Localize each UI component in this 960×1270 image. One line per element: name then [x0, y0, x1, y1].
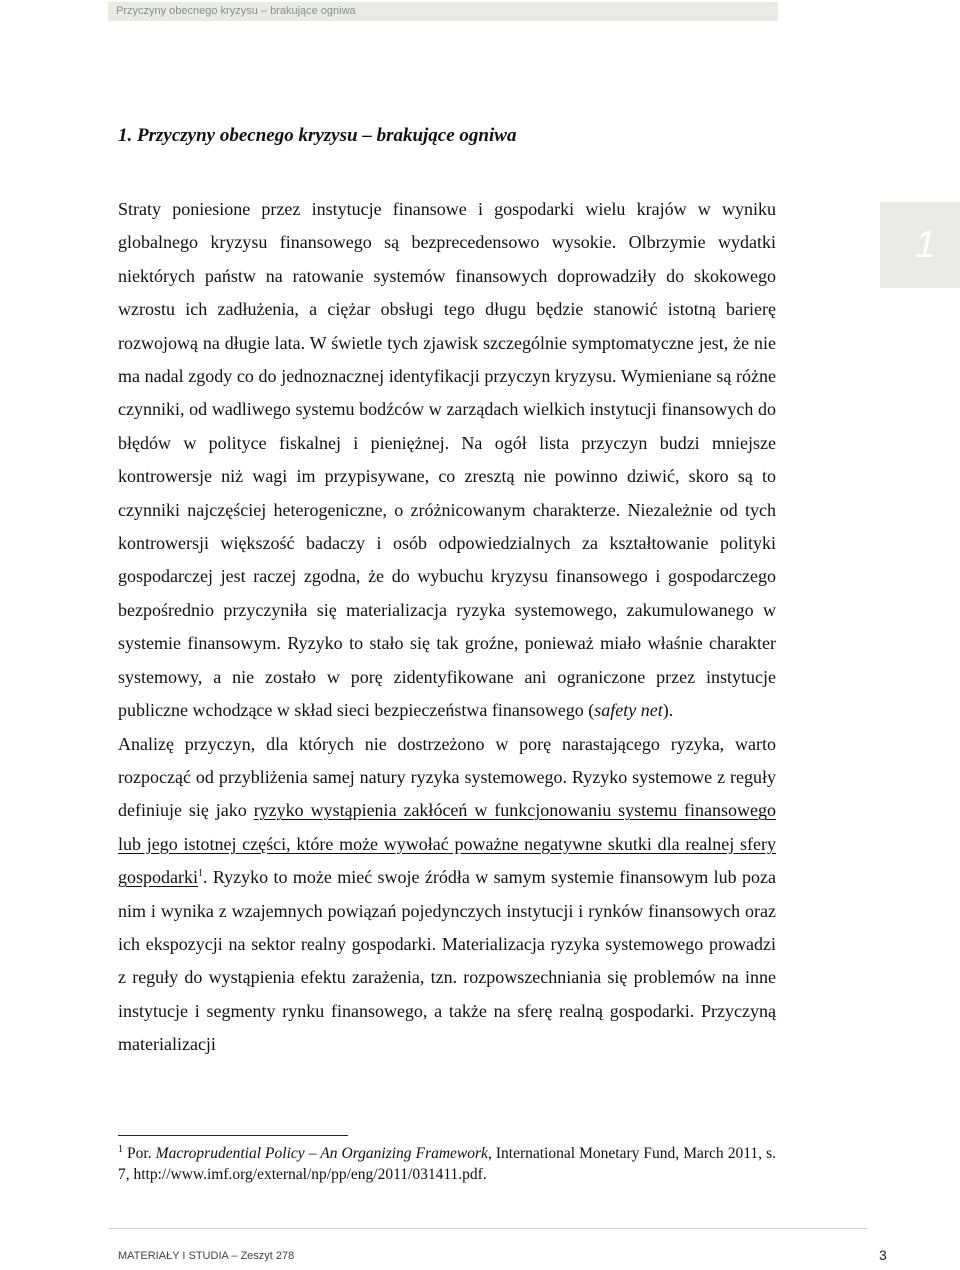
footnote	[118, 1143, 776, 1185]
running-header-title: Przyczyny obecnego kryzysu – brakujące ogniwa	[116, 5, 356, 17]
definition-underlined: ryzyko wystąpienia zakłóceń w funkcjonowaniu systemu finansowego lub jego istotnej części, które może wywołać poważne negatywne skutki dla realnej sfery gospodarki	[118, 800, 776, 888]
page-number: 3	[879, 1247, 887, 1263]
chapter-tab	[880, 202, 960, 288]
footer-divider	[108, 1228, 868, 1229]
paragraph-1-italic: safety net	[594, 700, 663, 721]
paragraph-2-text: Analizę przyczyn, dla których nie dostrzeżono w porę narastającego ryzyka, warto rozpocząć od przybliżenia samej natury ryzyka systemowego. Ryzyko systemowe z reguły definiuje się jako	[118, 733, 776, 821]
footnote-source: , International Monetary Fund, March 2011, s. 7, http://www.imf.org/external/np/pp/eng/2011/031411.pdf.	[118, 1145, 776, 1183]
paragraph-1-end: ).	[662, 700, 674, 721]
footnote-number: 1	[118, 1143, 123, 1155]
section-title: 1. Przyczyny obecnego kryzysu – brakujące ogniwa	[118, 125, 517, 146]
footnote-reference[interactable]: 1	[198, 868, 203, 880]
paragraph-2	[118, 728, 776, 1062]
running-header	[108, 2, 778, 21]
footnote-text: Por.	[123, 1145, 156, 1162]
footnote-divider	[118, 1135, 348, 1136]
paragraph-1-text: Straty poniesione przez instytucje finansowe i gospodarki wielu krajów w wyniku globalnego kryzysu finansowego są bezprecedensowo wysokie. Olbrzymie wydatki niektórych państw na ratowanie systemów finansowych doprowadziły do skokowego wzrostu ich zadłużenia, a ciężar obsługi tego długu będzie stanowić istotną barierę rozwojową na długie lata. W świetle tych zjawisk szczególnie symptomatyczne jest, że nie ma nadal zgody co do jednoznacznej identyfikacji przyczyn kryzysu. Wymieniane są różne czynniki, od wadliwego systemu bodźców w zarządach wielkich instytucji finansowych do błędów w polityce fiskalnej i pieniężnej. Na ogół lista przyczyn budzi mniejsze kontrowersje niż wagi im przypisywane, co zresztą nie powinno dziwić, skoro są to czynniki najczęściej heterogeniczne, o zróżnicowanym charakterze. Niezależnie od tych kontrowersji większość badaczy i osób odpowiedzialnych za kształtowanie polityki gospodarczej jest raczej zgodna, że do wybuchu kryzysu finansowego i gospodarczego bezpośrednio przyczyniła się materializacja ryzyka systemowego, zakumulowanego w systemie finansowym. Ryzyko to stało się tak groźne, ponieważ miało właśnie charakter systemowy, a nie zostało w porę zidentyfikowane ani ograniczone przez instytucje publiczne wchodzące w skład sieci bezpieczeństwa finansowego (	[118, 199, 776, 721]
paragraph-2-end: . Ryzyko to może mieć swoje źródła w samym systemie finansowym lub poza nim i wynika z wzajemnych powiązań pojedynczych instytucji i rynków finansowych oraz ich ekspozycji na sektor realny gospodarki. Materializacja ryzyka systemowego prowadzi z reguły do wystąpienia efektu zarażenia, tzn. rozpowszechniania się problemów na inne instytucje i segmenty rynku finansowego, a także na sferę realną gospodarki. Przyczyną materializacji	[118, 867, 776, 1055]
chapter-number: 1	[914, 224, 936, 266]
body-text	[118, 193, 776, 1062]
footer-publication: MATERIAŁY I STUDIA – Zeszyt 278	[118, 1250, 295, 1262]
paragraph-1	[118, 193, 776, 728]
footnote-title-italic: Macroprudential Policy – An Organizing Framework	[155, 1145, 488, 1162]
